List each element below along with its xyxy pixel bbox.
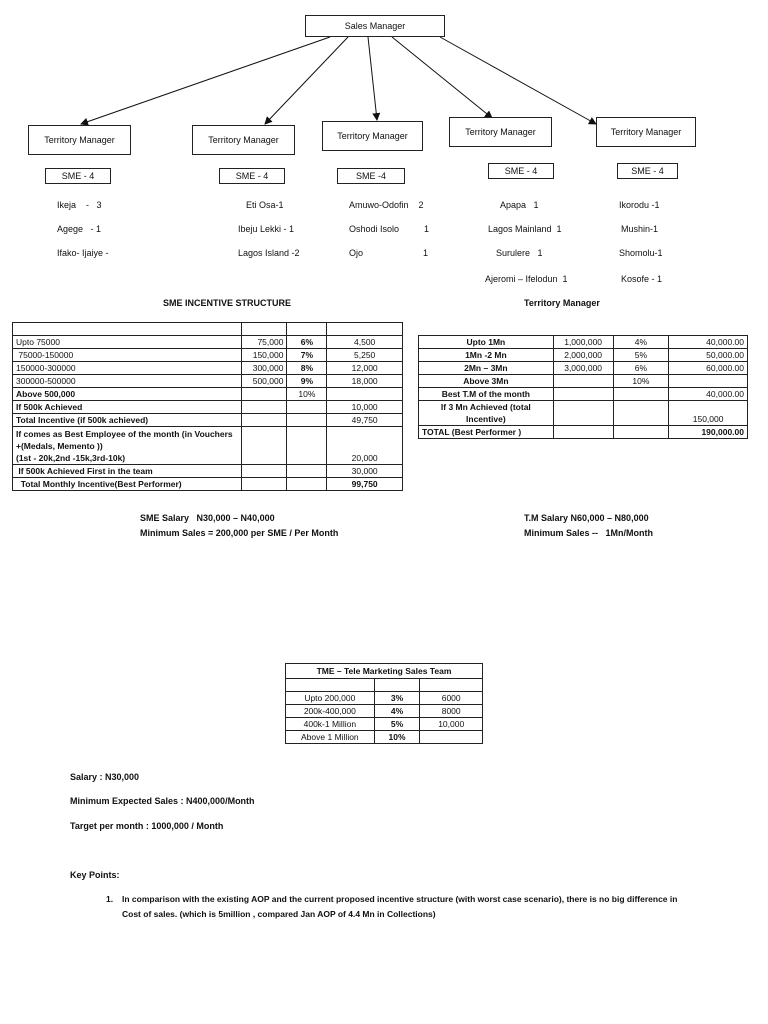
sales-manager-box: Sales Manager [305, 15, 445, 37]
area-item: Lagos Mainland 1 [488, 224, 562, 234]
tme-cell: 4% [374, 705, 420, 718]
area-item: Eti Osa-1 [246, 200, 284, 210]
tm-cell: 2,000,000 [553, 349, 613, 362]
table-row [13, 401, 403, 414]
sme-cell: 10,000 [327, 401, 403, 414]
table-row [13, 336, 403, 349]
sme-cell: 18,000 [327, 375, 403, 388]
table-row [286, 731, 483, 744]
sme-cell: Above 500,000 [13, 388, 242, 401]
tm-cell: 40,000.00 [669, 388, 748, 401]
tme-min-expected: Minimum Expected Sales : N400,000/Month [70, 796, 255, 806]
sme-cell: 10% [287, 388, 327, 401]
tme-salary: Salary : N30,000 [70, 772, 140, 782]
area-item: Apapa 1 [500, 200, 539, 210]
table-row [13, 388, 403, 401]
sme-cell: 150,000 [241, 349, 287, 362]
table-row [419, 336, 748, 349]
tm-cell: 4% [613, 336, 669, 349]
table-row [419, 426, 748, 439]
tme-cell: 10,000 [420, 718, 483, 731]
tme-cell: 3% [374, 692, 420, 705]
tm-cell: 50,000.00 [669, 349, 748, 362]
sme-cell: 8% [287, 362, 327, 375]
tm-cell: TOTAL (Best Performer ) [419, 426, 554, 439]
sme-box: SME -4 [337, 168, 405, 184]
tm-cell: 5% [613, 349, 669, 362]
connector-tm4 [392, 37, 492, 118]
table-row [13, 465, 403, 478]
tm-structure-title: Territory Manager [524, 298, 600, 308]
table-row [13, 427, 403, 465]
tm-cell: 3,000,000 [553, 362, 613, 375]
tme-cell: 200k-400,000 [286, 705, 375, 718]
tme-table [285, 663, 483, 744]
table-row [13, 362, 403, 375]
sme-cell: Total Incentive (if 500k achieved) [13, 414, 242, 427]
table-row [13, 349, 403, 362]
sme-cell: 20,000 [327, 427, 403, 465]
sme-cell: 75000-150000 [13, 349, 242, 362]
sme-cell [13, 427, 242, 465]
sme-min-sales: Minimum Sales = 200,000 per SME / Per Month [140, 528, 339, 538]
sme-cell: Total Monthly Incentive(Best Performer) [13, 478, 242, 491]
sme-cell: 7% [287, 349, 327, 362]
tm-cell: 150,000 [669, 401, 748, 426]
table-row [286, 679, 483, 692]
tm-cell: If 3 Mn Achieved (total Incentive) [419, 401, 554, 426]
tm-cell: 2Mn – 3Mn [419, 362, 554, 375]
sme-cell: 75,000 [241, 336, 287, 349]
area-item: Ikeja - 3 [57, 200, 102, 210]
tme-cell: 400k-1 Million [286, 718, 375, 731]
sme-salary: SME Salary N30,000 – N40,000 [140, 513, 275, 523]
tm-salary: T.M Salary N60,000 – N80,000 [524, 513, 649, 523]
table-row [419, 362, 748, 375]
connector-tm1 [81, 37, 330, 124]
sme-cell: 150000-300000 [13, 362, 242, 375]
sme-cell: Upto 75000 [13, 336, 242, 349]
sme-cell: 49,750 [327, 414, 403, 427]
tme-title: TME – Tele Marketing Sales Team [286, 664, 483, 679]
connector-tm5 [440, 37, 596, 124]
best-employee-text: If comes as Best Employee of the month (in Vouchers +(Medals, Memento )) [16, 429, 233, 451]
tm-cell: 6% [613, 362, 669, 375]
key-point-text: In comparison with the existing AOP and the current proposed incentive structure (with worst case scenario), there is no big difference in Cost of sales. (which is 5million , compared Jan AOP of 4.4 Mn in Collections) [122, 894, 678, 919]
area-item: Lagos Island -2 [238, 248, 300, 258]
tm-cell: Above 3Mn [419, 375, 554, 388]
connector-tm2 [265, 37, 348, 124]
area-item: Amuwo-Odofin 2 [349, 200, 424, 210]
table-row [419, 401, 748, 426]
sme-cell: 9% [287, 375, 327, 388]
tm-cell: 10% [613, 375, 669, 388]
area-item: Ikorodu -1 [619, 200, 660, 210]
tme-cell: 10% [374, 731, 420, 744]
table-row [286, 705, 483, 718]
sme-cell: If 500k Achieved [13, 401, 242, 414]
table-row [286, 718, 483, 731]
tme-cell: Above 1 Million [286, 731, 375, 744]
tm-cell: Best T.M of the month [419, 388, 554, 401]
table-row [419, 388, 748, 401]
tm-cell: 40,000.00 [669, 336, 748, 349]
table-row [13, 323, 403, 336]
table-row [13, 375, 403, 388]
territory-manager-box: Territory Manager [596, 117, 696, 147]
sme-cell: 99,750 [327, 478, 403, 491]
table-row [419, 349, 748, 362]
table-row [286, 692, 483, 705]
sme-cell: 300000-500000 [13, 375, 242, 388]
sme-cell: 6% [287, 336, 327, 349]
sme-cell: 5,250 [327, 349, 403, 362]
sme-box: SME - 4 [488, 163, 554, 179]
key-points-heading: Key Points: [70, 870, 120, 880]
table-row [419, 375, 748, 388]
key-point-number: 1. [106, 894, 114, 904]
area-item: Oshodi Isolo 1 [349, 224, 430, 234]
connector-tm3 [368, 37, 377, 120]
tm-cell: 1Mn -2 Mn [419, 349, 554, 362]
table-row [286, 664, 483, 679]
sme-incentive-table [12, 322, 403, 491]
tm-min-sales: Minimum Sales -- 1Mn/Month [524, 528, 654, 538]
tme-cell: Upto 200,000 [286, 692, 375, 705]
sme-cell: 500,000 [241, 375, 287, 388]
territory-manager-box: Territory Manager [449, 117, 552, 147]
sme-box: SME - 4 [219, 168, 285, 184]
area-item: Ajeromi – Ifelodun 1 [485, 274, 568, 284]
sme-structure-title: SME INCENTIVE STRUCTURE [163, 298, 292, 308]
area-item: Ifako- Ijaiye - [57, 248, 109, 258]
area-item: Kosofe - 1 [621, 274, 663, 284]
area-item: Shomolu-1 [619, 248, 663, 258]
area-item: Ibeju Lekki - 1 [238, 224, 295, 234]
area-item: Mushin-1 [621, 224, 659, 234]
tme-cell: 5% [374, 718, 420, 731]
sme-cell: If 500k Achieved First in the team [13, 465, 242, 478]
territory-manager-box: Territory Manager [322, 121, 423, 151]
area-item: Agege - 1 [57, 224, 102, 234]
sme-cell: 300,000 [241, 362, 287, 375]
territory-manager-box: Territory Manager [28, 125, 131, 155]
sme-box: SME - 4 [617, 163, 678, 179]
sme-box: SME - 4 [45, 168, 111, 184]
tme-cell: 8000 [420, 705, 483, 718]
tm-cell: 190,000.00 [669, 426, 748, 439]
tm-cell: 1,000,000 [553, 336, 613, 349]
table-row [13, 478, 403, 491]
table-row [13, 414, 403, 427]
tm-cell: 60,000.00 [669, 362, 748, 375]
sme-cell: 4,500 [327, 336, 403, 349]
tme-cell: 6000 [420, 692, 483, 705]
area-item: Surulere 1 [496, 248, 543, 258]
territory-manager-box: Territory Manager [192, 125, 295, 155]
sme-cell: 30,000 [327, 465, 403, 478]
area-item: Ojo 1 [349, 248, 429, 258]
tm-cell: Upto 1Mn [419, 336, 554, 349]
tme-target: Target per month : 1000,000 / Month [70, 821, 224, 831]
best-employee-prizes: (1st - 20k,2nd -15k,3rd-10k) [16, 453, 126, 463]
sme-cell: 12,000 [327, 362, 403, 375]
tm-incentive-table [418, 335, 748, 439]
